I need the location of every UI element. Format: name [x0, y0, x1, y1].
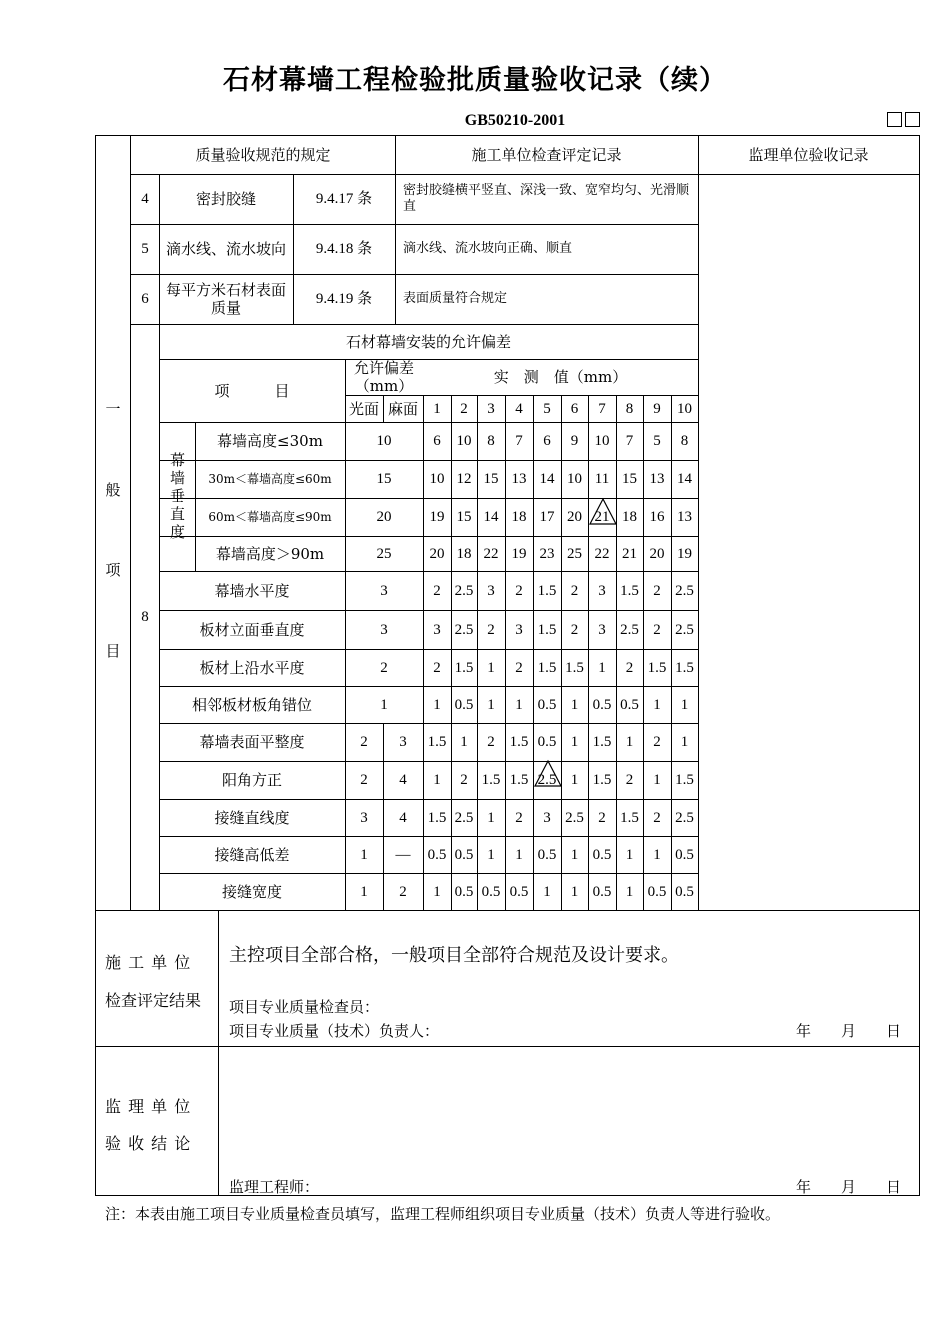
deviation-item-name: 幕墙高度≤30m: [217, 432, 323, 450]
deviation-item-name: 板材立面垂直度: [199, 620, 305, 639]
measured-value: 15: [483, 471, 499, 487]
standard-code: GB50210-2001: [464, 112, 566, 129]
measured-value: 1.5: [592, 734, 612, 750]
measured-value: 0.5: [454, 846, 474, 863]
measured-value: 1.5: [620, 582, 639, 599]
item-record: 滴水线、流水坡向正确、顺直: [403, 241, 573, 257]
measured-value: 1.5: [675, 772, 694, 788]
measured-value: 22: [483, 545, 499, 562]
measured-value: 19: [677, 545, 692, 562]
measured-value: 2: [598, 809, 606, 826]
measured-header: 实 测 值（mm）: [493, 368, 628, 386]
allowed-deviation-smooth: 1: [360, 883, 368, 900]
deviation-allow-header: 允许偏差（mm）: [353, 359, 414, 395]
measured-value: 0.5: [592, 696, 612, 713]
allowed-deviation: 3: [380, 582, 388, 599]
measured-value: 1: [570, 772, 579, 788]
deviation-item-name: 接缝直线度: [214, 808, 290, 827]
measured-value: 0.5: [537, 734, 557, 750]
allowed-deviation: 2: [380, 659, 388, 676]
measured-value: 1: [487, 659, 495, 676]
measured-col-number: 5: [543, 400, 551, 417]
allowed-deviation: 1: [380, 696, 388, 713]
deviation-item-name: 阳角方正: [221, 771, 282, 789]
grid-line: [218, 1046, 219, 1195]
measured-value: 16: [649, 509, 665, 525]
measured-value: 1: [515, 696, 523, 713]
deviation-item-name: 相邻板材板角错位: [191, 695, 312, 714]
measured-value: 21: [622, 545, 637, 562]
measured-value: 1: [680, 734, 689, 750]
measured-value: 13: [649, 471, 665, 487]
measured-value: 2.5: [675, 582, 694, 599]
measured-value: 1: [433, 772, 441, 788]
allowed-deviation-smooth: 2: [360, 772, 368, 788]
allowed-deviation: 15: [376, 471, 392, 487]
allowed-deviation-rough: —: [395, 846, 411, 863]
item-no: 4: [141, 191, 149, 207]
measured-value: 20: [567, 509, 582, 525]
measured-value: 3: [598, 582, 606, 599]
measured-value: 2: [653, 582, 661, 599]
measured-value: 2: [515, 582, 523, 599]
allow-smooth-header: 光面: [348, 399, 379, 418]
measured-value: 1.5: [537, 659, 557, 676]
measured-value: 0.5: [454, 883, 474, 900]
measured-value: 10: [594, 433, 610, 449]
measured-value: 3: [515, 621, 523, 638]
measured-value: 6: [543, 433, 551, 449]
item-clause: 9.4.19 条: [315, 291, 373, 307]
measured-value: 1: [625, 846, 634, 863]
measured-value: 14: [483, 509, 499, 525]
allowed-deviation: 3: [380, 621, 388, 638]
allowed-deviation-rough: 4: [399, 772, 407, 788]
measured-value: 0.5: [592, 883, 612, 900]
measured-value: 2: [487, 734, 495, 750]
measured-value: 1: [625, 734, 634, 750]
measured-value: 5: [653, 433, 661, 449]
measured-value: 1: [625, 883, 634, 900]
measured-value: 1.5: [537, 621, 557, 638]
measured-value: 14: [539, 471, 555, 487]
allowed-deviation: 20: [376, 509, 392, 525]
grid-line: [218, 910, 219, 1046]
measured-value: 2: [653, 734, 661, 750]
measured-value: 18: [511, 509, 527, 525]
measured-value: 1: [570, 734, 579, 750]
measured-value: 2: [515, 659, 523, 676]
contractor-manager: 项目专业质量（技术）负责人：: [229, 1022, 440, 1040]
measured-value: 7: [515, 433, 523, 449]
measured-value: 1: [460, 734, 468, 750]
measured-value: 0.5: [675, 883, 694, 900]
measured-value: 13: [677, 509, 692, 525]
measured-value: 6: [433, 433, 441, 449]
measured-value: 18: [456, 545, 472, 562]
item-no: 5: [141, 241, 149, 257]
measured-value: 8: [680, 433, 689, 449]
measured-value: 3: [598, 621, 606, 638]
measured-value: 0.5: [481, 883, 501, 900]
measured-value: 1.5: [427, 809, 447, 826]
measured-value: 22: [594, 545, 610, 562]
item-name: 滴水线、流水坡向: [165, 240, 286, 258]
grid-line: [698, 395, 699, 910]
measured-value: 1: [433, 883, 441, 900]
item-record: 密封胶缝横平竖直、深浅一致、宽窄均匀、光滑顺直: [403, 183, 690, 214]
measured-value: 2: [653, 809, 661, 826]
measured-value: 1: [570, 846, 579, 863]
header-supervisor-record: 监理单位验收记录: [748, 146, 869, 164]
measured-value: 1: [598, 659, 606, 676]
deviation-item-name: 幕墙表面平整度: [199, 733, 305, 751]
deviation-item-name: 30m＜幕墙高度≤60m: [208, 471, 332, 486]
measured-value: 1: [570, 883, 579, 900]
measured-col-number: 3: [487, 400, 495, 417]
measured-col-number: 9: [653, 400, 661, 417]
allowed-deviation-rough: 4: [399, 809, 407, 826]
measured-value: 3: [433, 621, 441, 638]
measured-value: 1.5: [481, 772, 501, 788]
measured-value: 11: [594, 471, 610, 487]
measured-value: 21: [594, 509, 610, 525]
measured-value: 19: [511, 545, 527, 562]
measured-value: 1: [653, 772, 661, 788]
deviation-section-title: 石材幕墙安装的允许偏差: [345, 332, 511, 351]
measured-value: 2: [625, 659, 634, 676]
form-checkbox-2[interactable]: [905, 112, 920, 127]
contractor-label-1: 施 工 单 位: [105, 953, 192, 972]
measured-value: 10: [456, 433, 472, 449]
measured-value: 2: [570, 582, 579, 599]
measured-col-number: 4: [515, 400, 523, 417]
measured-value: 1.5: [427, 734, 447, 750]
measured-value: 1: [653, 846, 661, 863]
measured-value: 0.5: [427, 846, 447, 863]
measured-value: 10: [429, 471, 445, 487]
measured-value: 1: [570, 696, 579, 713]
deviation-item-name: 60m＜幕墙高度≤90m: [208, 509, 332, 524]
measured-value: 9: [570, 433, 579, 449]
measured-value: 2.5: [565, 809, 584, 826]
flag-triangle-icon: [588, 497, 618, 527]
flag-triangle-icon: [533, 759, 563, 789]
measured-value: 2.5: [454, 621, 474, 638]
contractor-result: 主控项目全部合格，一般项目全部符合规范及设计要求。: [229, 945, 679, 966]
measured-value: 0.5: [537, 696, 557, 713]
form-checkbox-1[interactable]: [887, 112, 902, 127]
measured-value: 12: [456, 471, 472, 487]
measured-value: 1: [543, 883, 551, 900]
category-general-items: 一 般 项 目: [105, 400, 121, 660]
measured-value: 0.5: [620, 696, 639, 713]
item-name: 每平方米石材表面质量: [166, 281, 287, 317]
measured-col-number: 6: [570, 400, 579, 417]
allowed-deviation: 25: [376, 545, 392, 562]
measured-value: 1: [433, 696, 441, 713]
measured-value: 19: [429, 509, 445, 525]
header-contractor-record: 施工单位检查评定记录: [471, 146, 622, 164]
footnote: 注：本表由施工项目专业质量检查员填写，监理工程师组织项目专业质量（技术）负责人等进行验收。: [105, 1205, 781, 1223]
allowed-deviation-smooth: 2: [360, 734, 368, 750]
measured-value: 2: [570, 621, 579, 638]
contractor-date: 年 月 日: [796, 1022, 902, 1040]
measured-value: 1.5: [565, 659, 584, 676]
deviation-item-name: 板材上沿水平度: [199, 658, 305, 677]
measured-value: 1.5: [509, 772, 529, 788]
measured-value: 0.5: [592, 846, 612, 863]
allowed-deviation-smooth: 3: [360, 809, 368, 826]
item-clause: 9.4.17 条: [315, 191, 373, 207]
measured-value: 1: [653, 696, 661, 713]
measured-value: 1: [487, 809, 495, 826]
supervisor-label-2: 验 收 结 论: [105, 1134, 192, 1153]
measured-value: 15: [622, 471, 637, 487]
measured-col-number: 7: [598, 400, 606, 417]
measured-value: 2: [460, 772, 468, 788]
measured-value: 2: [487, 621, 495, 638]
measured-value: 2.5: [620, 621, 639, 638]
measured-value: 1: [680, 696, 689, 713]
allowed-deviation: 10: [376, 433, 392, 449]
item-record: 表面质量符合规定: [403, 291, 508, 307]
measured-value: 3: [543, 809, 551, 826]
grid-line: [96, 910, 920, 911]
measured-value: 0.5: [647, 883, 667, 900]
measured-value: 2.5: [454, 809, 474, 826]
measured-value: 18: [622, 509, 637, 525]
measured-value: 2.5: [454, 582, 474, 599]
header-spec: 质量验收规范的规定: [195, 146, 331, 164]
deviation-item-name: 接缝宽度: [221, 882, 282, 901]
measured-value: 15: [456, 509, 472, 525]
supervisor-engineer: 监理工程师：: [229, 1178, 320, 1196]
measured-value: 10: [567, 471, 582, 487]
allowed-deviation-rough: 3: [399, 734, 407, 750]
deviation-item-name: 幕墙高度＞90m: [215, 544, 325, 563]
grid-line: [96, 1046, 920, 1047]
measured-value: 0.5: [509, 883, 529, 900]
item-name: 密封胶缝: [195, 190, 256, 208]
deviation-item-name: 接缝高低差: [214, 845, 290, 864]
measured-value: 0.5: [675, 846, 694, 863]
measured-value: 2: [625, 772, 634, 788]
measured-value: 1: [487, 696, 495, 713]
measured-value: 7: [625, 433, 634, 449]
measured-value: 1.5: [454, 659, 474, 676]
measured-value: 14: [677, 471, 692, 487]
item-clause: 9.4.18 条: [315, 241, 373, 257]
measured-value: 0.5: [537, 846, 557, 863]
measured-value: 2: [433, 582, 441, 599]
measured-value: 1.5: [620, 809, 639, 826]
measured-value: 17: [539, 509, 555, 525]
measured-value: 2: [515, 809, 523, 826]
measured-value: 0.5: [454, 696, 474, 713]
measured-value: 1.5: [647, 659, 667, 676]
measured-col-number: 8: [625, 400, 634, 417]
measured-value: 1.5: [675, 659, 694, 676]
item-no: 6: [141, 291, 149, 307]
contractor-inspector: 项目专业质量检查员：: [229, 998, 380, 1016]
measured-value: 23: [539, 545, 555, 562]
measured-col-number: 10: [677, 400, 692, 417]
measured-col-number: 1: [433, 400, 441, 417]
measured-value: 2: [653, 621, 661, 638]
supervisor-date: 年 月 日: [796, 1178, 902, 1196]
contractor-label-2: 检查评定结果: [105, 991, 202, 1010]
allowed-deviation-smooth: 1: [360, 846, 368, 863]
measured-value: 2.5: [675, 809, 694, 826]
measured-value: 1.5: [509, 734, 529, 750]
measured-col-number: 2: [460, 400, 468, 417]
measured-value: 3: [487, 582, 495, 599]
measured-value: 8: [487, 433, 495, 449]
allow-rough-header: 麻面: [387, 399, 418, 418]
measured-value: 2.5: [537, 772, 557, 788]
measured-value: 1: [515, 846, 523, 863]
group-label-vertical: 幕 墙 垂 直 度: [169, 451, 185, 541]
deviation-no: 8: [141, 609, 149, 625]
measured-value: 25: [567, 545, 582, 562]
measured-value: 20: [649, 545, 665, 562]
measured-value: 1.5: [537, 582, 557, 599]
measured-value: 2: [433, 659, 441, 676]
measured-value: 1: [487, 846, 495, 863]
allowed-deviation-rough: 2: [399, 883, 407, 900]
supervisor-label-1: 监 理 单 位: [105, 1097, 192, 1116]
checkbox-pair: [884, 112, 920, 131]
deviation-item-header: 项 目: [214, 381, 290, 400]
deviation-item-name: 幕墙水平度: [214, 581, 290, 600]
measured-value: 13: [511, 471, 527, 487]
measured-value: 1.5: [592, 772, 612, 788]
form-title: 石材幕墙工程检验批质量验收记录（续）: [223, 65, 727, 96]
measured-value: 20: [429, 545, 445, 562]
measured-value: 2.5: [675, 621, 694, 638]
